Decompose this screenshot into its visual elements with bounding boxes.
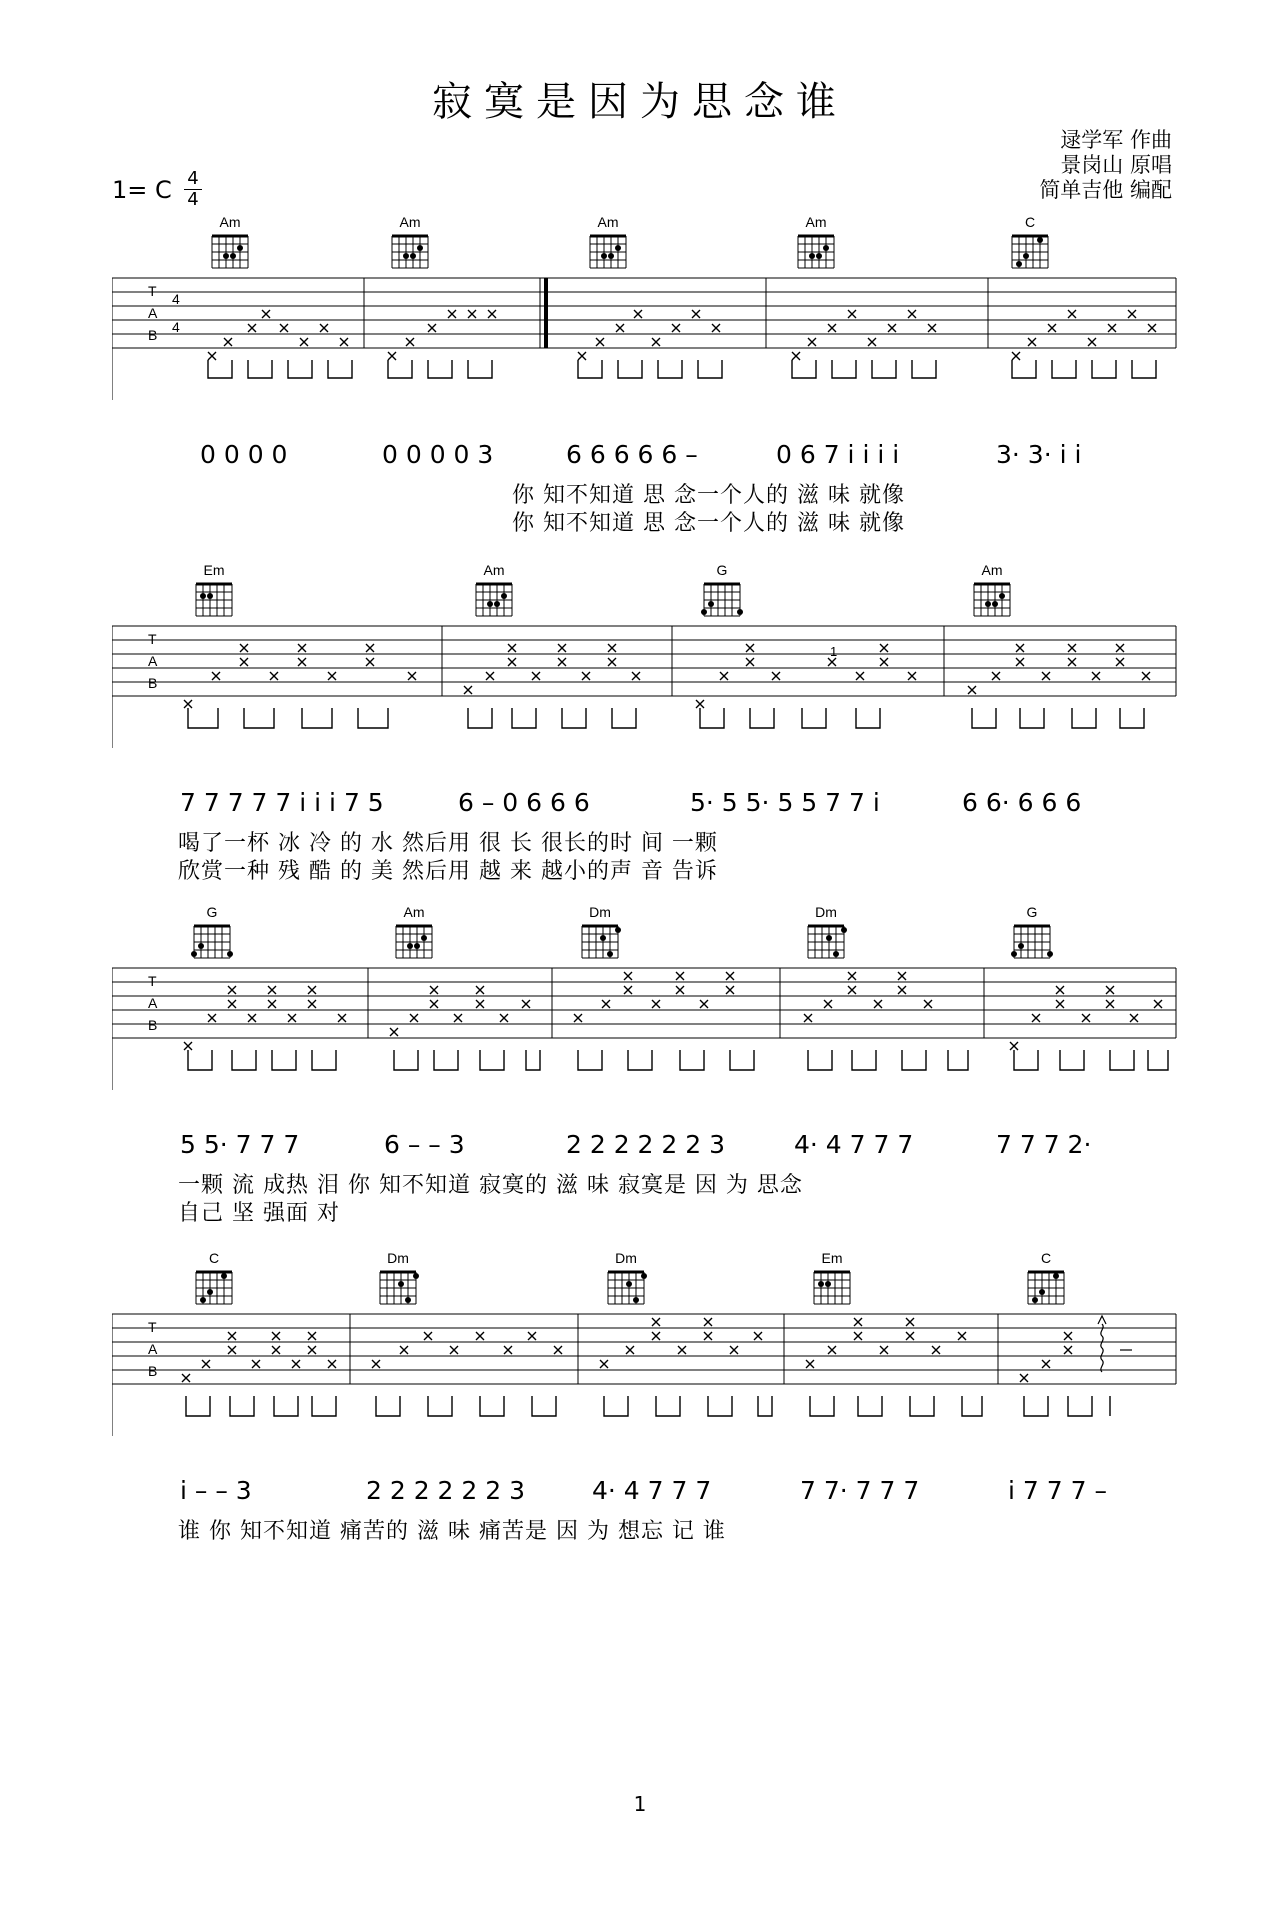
lyrics-line-1: 你 知不知道 思 念一个人的 滋 味 就像 [512,483,905,508]
svg-text:T: T [148,973,157,989]
chord-diagram [184,1250,244,1310]
tab-fret-number: 1 [830,644,838,659]
system-4 [0,1250,1280,1580]
chord-grid-icon [794,230,838,274]
notation-measure: 0 0 0 0 3 [382,440,494,469]
chord-grid-icon [376,1266,420,1310]
chord-grid-icon [586,230,630,274]
system-3 [0,904,1280,1234]
chord-grid-icon [1010,920,1054,964]
chord-name: Dm [815,904,837,920]
svg-text:4: 4 [172,319,180,335]
guitar-tab-staff [112,960,1178,1090]
chord-grid-icon [190,920,234,964]
chord-grid-icon [700,578,744,622]
svg-text:A: A [148,995,158,1011]
chord-name: Am [981,562,1003,578]
svg-text:4: 4 [172,291,180,307]
notation-measure: i – – 3 [180,1476,252,1505]
chord-diagram [368,1250,428,1310]
lyrics-line-1: 谁 你 知不知道 痛苦的 滋 味 痛苦是 因 为 想忘 记 谁 [178,1519,726,1544]
chord-grid-icon [388,230,432,274]
svg-text:A: A [148,1341,158,1357]
arranger-credit: 简单吉他 编配 [1039,178,1172,202]
chord-name: Am [805,214,827,230]
notation-measure: 6 6· 6 6 6 [962,788,1082,817]
time-signature [184,170,202,209]
chord-diagram [796,904,856,964]
svg-text:A: A [148,305,158,321]
chord-diagram [578,214,638,274]
lyrics-line-1: 一颗 流 成热 泪 你 知不知道 寂寞的 滋 味 寂寞是 因 为 思念 [178,1173,803,1198]
key-signature: 1= C [112,176,172,204]
chord-diagram [464,562,524,622]
page-title: 寂寞是因为思念谁 [432,79,848,125]
chord-name: G [206,904,218,920]
chord-name: Am [597,214,619,230]
chord-name: Am [399,214,421,230]
chord-grid-icon [804,920,848,964]
system-2 [0,562,1280,892]
tab-letter-t: T [148,283,157,299]
singer-credit: 景岗山 原唱 [1060,153,1172,177]
page-number: 1 [633,1792,647,1816]
svg-text:T: T [148,1319,157,1335]
chord-name: G [716,562,728,578]
notation-measure: 5 5· 7 7 7 [180,1130,300,1159]
system-1 [0,214,1280,544]
chord-grid-icon [1008,230,1052,274]
chord-name: Dm [589,904,611,920]
chord-diagram [184,562,244,622]
chord-grid-icon [472,578,516,622]
svg-text:A: A [148,653,158,669]
chord-grid-icon [192,578,236,622]
notation-measure: 2 2 2 2 2 2 3 [566,1130,726,1159]
notation-measure: 0 0 0 0 [200,440,288,469]
chord-diagram [1000,214,1060,274]
chord-grid-icon [192,1266,236,1310]
composer-credit: 逯学军 作曲 [1060,128,1172,152]
chord-grid-icon [810,1266,854,1310]
chord-diagram [1016,1250,1076,1310]
svg-text:B: B [148,327,158,343]
chord-diagram [692,562,752,622]
svg-text:B: B [148,1017,158,1033]
notation-measure: 7 7 7 7 7 i i i 7 5 [180,788,384,817]
time-sig-top: 4 [187,168,199,189]
guitar-tab-staff [112,618,1178,748]
chord-name: Am [483,562,505,578]
chord-name: C [1024,214,1036,230]
notation-measure: 6 – 0 6 6 6 [458,788,590,817]
lyrics-line-2: 欣赏一种 残 酷 的 美 然后用 越 来 越小的声 音 告诉 [178,859,718,884]
chord-diagram [1002,904,1062,964]
guitar-tab-staff [112,270,1178,400]
notation-measure: i 7 7 7 – [1008,1476,1107,1505]
time-sig-bottom: 4 [187,189,199,210]
chord-name: C [1040,1250,1052,1266]
notation-measure: 0 6 7 i i i i [776,440,900,469]
notation-measure: 6 – – 3 [384,1130,465,1159]
notation-measure: 3· 3· i i [996,440,1082,469]
chord-grid-icon [970,578,1014,622]
lyrics-line-2: 自己 坚 强面 对 [178,1201,340,1226]
chord-diagram [182,904,242,964]
chord-name: Dm [615,1250,637,1266]
chord-grid-icon [1024,1266,1068,1310]
notation-measure: 7 7· 7 7 7 [800,1476,920,1505]
notation-measure: 4· 4 7 7 7 [592,1476,712,1505]
chord-diagram [786,214,846,274]
credits [1039,128,1172,203]
chord-diagram [200,214,260,274]
notation-measure: 2 2 2 2 2 2 3 [366,1476,526,1505]
guitar-tab-staff [112,1306,1178,1436]
chord-name: C [208,1250,220,1266]
lyrics-line-2: 你 知不知道 思 念一个人的 滋 味 就像 [512,511,905,536]
chord-diagram [570,904,630,964]
notation-measure: 6 6 6 6 6 – [566,440,698,469]
chord-grid-icon [578,920,622,964]
chord-name: Em [821,1250,843,1266]
chord-diagram [596,1250,656,1310]
lyrics-line-1: 喝了一杯 冰 冷 的 水 然后用 很 长 很长的时 间 一颗 [178,831,718,856]
chord-grid-icon [392,920,436,964]
chord-diagram [380,214,440,274]
chord-name: Am [403,904,425,920]
chord-name: Em [203,562,225,578]
notation-measure: 5· 5 5· 5 5 7 7 i [690,788,880,817]
chord-grid-icon [604,1266,648,1310]
notation-measure: 4· 4 7 7 7 [794,1130,914,1159]
chord-diagram [802,1250,862,1310]
chord-name: G [1026,904,1038,920]
chord-name: Am [219,214,241,230]
chord-diagram [962,562,1022,622]
svg-text:T: T [148,631,157,647]
svg-text:B: B [148,1363,158,1379]
chord-grid-icon [208,230,252,274]
chord-diagram [384,904,444,964]
svg-text:B: B [148,675,158,691]
chord-name: Dm [387,1250,409,1266]
notation-measure: 7 7 7 2· [996,1130,1092,1159]
